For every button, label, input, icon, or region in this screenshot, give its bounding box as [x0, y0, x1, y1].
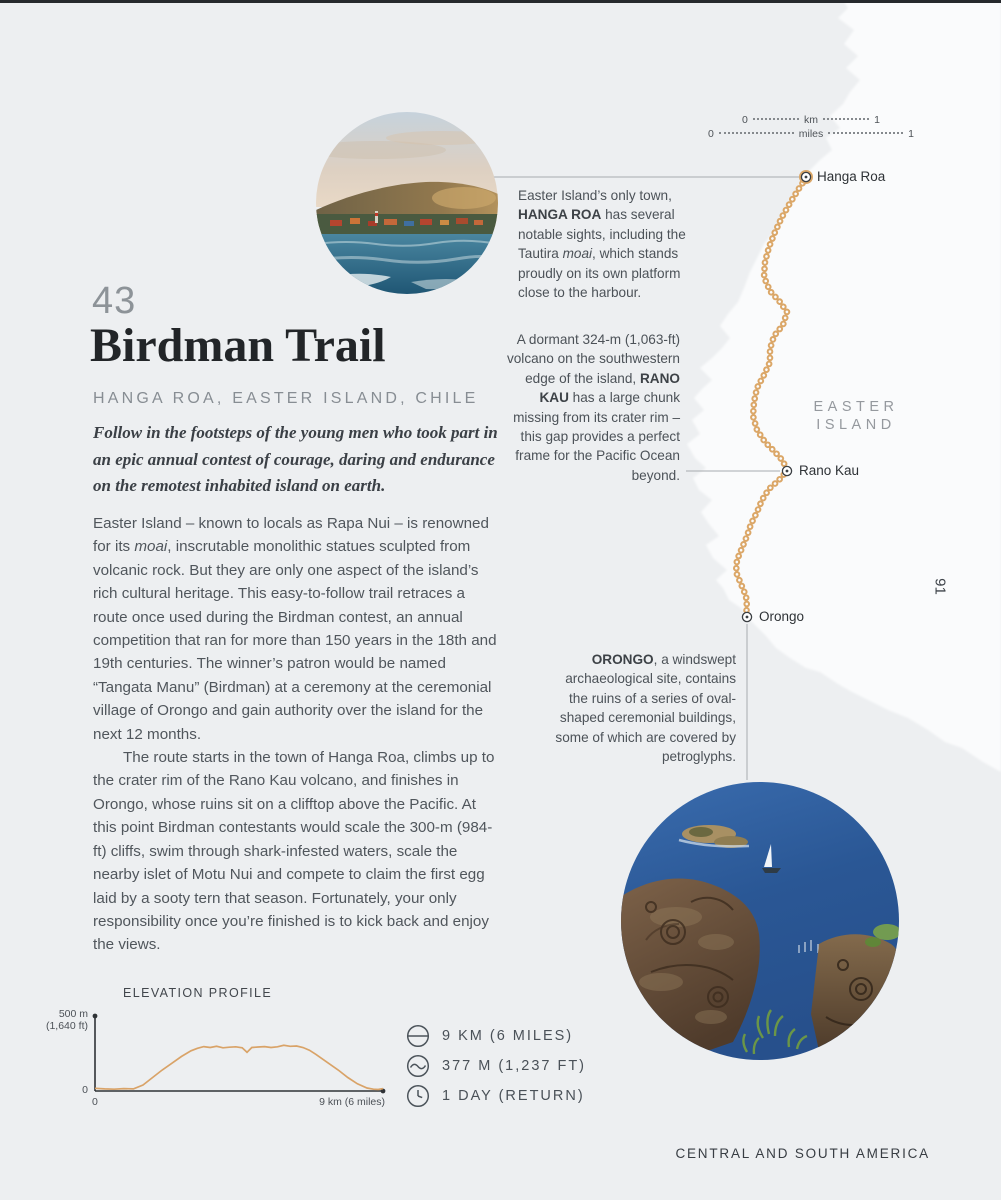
hanga-roa-callout: Easter Island’s only town, HANGA ROA has several notable sights, including the Tautira moai, which stands proudly on its own platform close to the harbour. [518, 188, 686, 301]
rano-kau-callout: A dormant 324-m (1,063-ft) volcano on the southwestern edge of the island, RANO KAU has a large chunk missing from its crater rim – this gap provides a perfect frame for the Pacific Ocean beyond. [506, 332, 680, 483]
body-paragraph-2: The route starts in the town of Hanga Roa, climbs up to the crater rim of the Rano Kau volcano, and finishes in Orongo, whose ruins sit on a clifftop above the Pacific. At this point Birdman contestants would scale the 300-m (984-ft) cliffs, swim through shark-infested waters, scale the nearby islet of Motu Nui and compete to claim the first egg laid by a sooty tern that season. Fortunately, your only responsibility once you’re finished is to kick back and enjoy the views. [93, 749, 495, 954]
dotted-rule [828, 132, 903, 134]
elevation-profile-chart [93, 1014, 386, 1094]
elevation-profile-heading: ELEVATION PROFILE [123, 986, 273, 1000]
orongo-photo [621, 782, 899, 1060]
ascent-icon [406, 1054, 430, 1078]
marker-label-hanga-roa: Hanga Roa [817, 169, 886, 184]
intro-standfirst: Follow in the footsteps of the young men who took part in an epic annual contest of courage, daring and endurance on the remotest inhabited island on earth. [93, 423, 498, 495]
page-number: 91 [931, 578, 949, 595]
dotted-rule [823, 118, 869, 120]
elevation-curve [95, 1045, 383, 1089]
marker-orongo [742, 612, 751, 621]
section-footer: CENTRAL AND SOUTH AMERICA [675, 1146, 930, 1161]
distance-icon [406, 1024, 430, 1048]
marker-hanga-roa [799, 170, 813, 184]
y-axis-max-label: 500 m (1,640 ft) [45, 1008, 88, 1032]
stat-ascent: 377 M (1,237 FT) [406, 1054, 586, 1078]
marker-label-orongo: Orongo [759, 609, 805, 624]
body-paragraph-1: Easter Island – known to locals as Rapa Nui – is renowned for its moai, inscrutable monolithic statues sculpted from volcanic rock. But they are only one aspect of the island’s rich cultural heritage. This easy-to-follow trail retraces a route once used during the Birdman contest, an annual competition that ran for more than 150 years in the 18th and 19th centuries. The winner’s patron would be named “Tangata Manu” (Birdman) at a ceremony at the ceremonial village of Orongo and gain authority over the island for the next 12 months. [93, 515, 497, 743]
page-title: Birdman Trail [90, 319, 386, 372]
scale-bar-miles: 0 miles 1 [708, 128, 915, 140]
marker-label-rano-kau: Rano Kau [799, 463, 860, 478]
x-axis-zero-label: 0 [92, 1096, 98, 1108]
scan-edge [0, 0, 1001, 3]
hanga-roa-photo [316, 112, 498, 294]
scale-bar-km: 0 km 1 [742, 114, 880, 126]
dotted-rule [719, 132, 794, 134]
orongo-callout: ORONGO, a windswept archaeological site, contains the ruins of a series of oval-shaped ceremonial buildings, some of which are covered by petroglyphs. [555, 652, 736, 765]
trail-number: 43 [92, 280, 137, 322]
marker-rano-kau [782, 466, 791, 475]
region-label: EASTER ISLAND [813, 399, 899, 433]
duration-icon [406, 1084, 430, 1108]
location-subtitle: HANGA ROA, EASTER ISLAND, CHILE [93, 390, 479, 407]
y-axis-zero-label: 0 [82, 1084, 88, 1096]
dotted-rule [753, 118, 799, 120]
stat-distance: 9 KM (6 MILES) [406, 1024, 573, 1048]
stat-duration: 1 DAY (RETURN) [406, 1084, 585, 1108]
article-body [93, 512, 497, 957]
x-axis-end-label: 9 km (6 miles) [319, 1096, 385, 1108]
